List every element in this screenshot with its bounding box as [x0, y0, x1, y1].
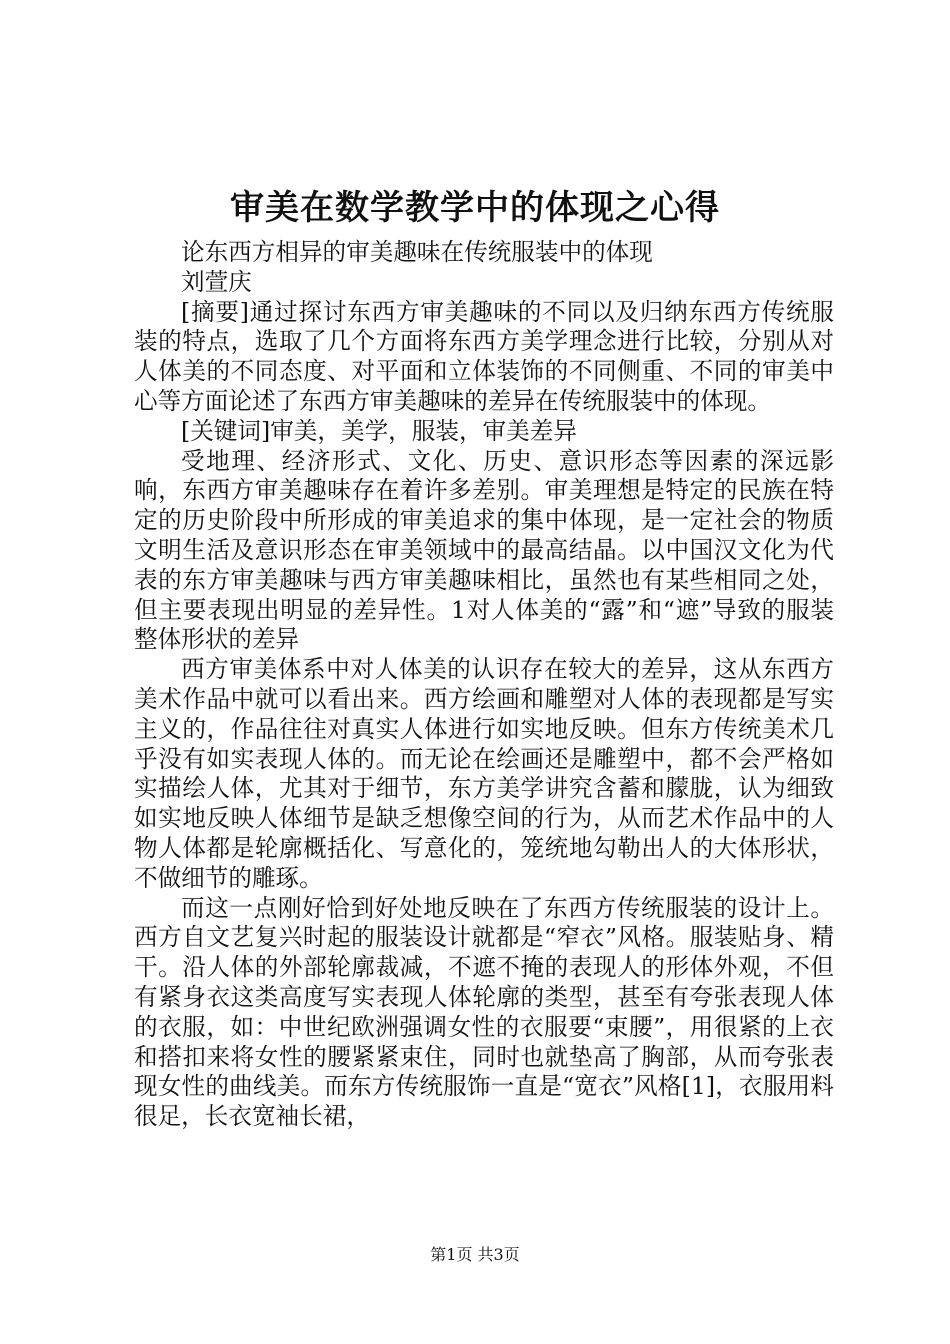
- body-paragraph: 受地理、经济形式、文化、历史、意识形态等因素的深远影响，东西方审美趣味存在着许多差别。审美理想是特定的民族在特定的历史阶段中所形成的审美追求的集中体现，是一定社会的物质文明生活及意识形态在审美领域中的最高结晶。以中国汉文化为代表的东方审美趣味与西方审美趣味相比，虽然也有某些相同之处，但主要表现出明显的差异性。1对人体美的“露”和“遮”导致的服装整体形状的差异: [134, 446, 834, 654]
- author-paragraph: 刘萱庆: [181, 267, 252, 296]
- page-footer: 第1页 共3页: [430, 1245, 520, 1264]
- body-paragraph: 西方审美体系中对人体美的认识存在较大的差异，这从东西方美术作品中就可以看出来。西方绘画和雕塑对人体的表现都是写实主义的，作品往往对真实人体进行如实地反映。但东方传统美术几乎没有如实表现人体的。而无论在绘画还是雕塑中，都不会严格如实描绘人体，尤其对于细节，东方美学讲究含蓄和朦胧，认为细致如实地反映人体细节是缺乏想像空间的行为，从而艺术作品中的人物人体都是轮廓概括化、写意化的，笼统地勾勒出人的大体形状，不做细节的雕琢。: [134, 655, 834, 892]
- keywords-paragraph: [关键词]审美，美学，服装，审美差异: [181, 416, 577, 445]
- abstract-paragraph: [摘要]通过探讨东西方审美趣味的不同以及归纳东西方传统服装的特点，选取了几个方面将东西方美学理念进行比较，分别从对人体美的不同态度、对平面和立体装饰的不同侧重、不同的审美中心等方面论述了东西方审美趣味的差异在传统服装中的体现。: [134, 297, 834, 415]
- document-title: 审美在数学教学中的体现之心得: [230, 188, 720, 228]
- document-body: [134, 238, 834, 1132]
- body-paragraph: 而这一点刚好恰到好处地反映在了东西方传统服装的设计上。西方自文艺复兴时起的服装设计就都是“窄衣”风格。服装贴身、精干。沿人体的外部轮廓裁减，不遮不掩的表现人的形体外观，不但有紧身衣这类高度写实表现人体轮廓的类型，甚至有夸张表现人体的衣服，如：中世纪欧洲强调女性的衣服要“束腰”，用很紧的上衣和搭扣来将女性的腰紧紧束住，同时也就垫高了胸部，从而夸张表现女性的曲线美。而东方传统服饰一直是“宽衣”风格[1]，衣服用料很足，长衣宽袖长裙，: [134, 893, 834, 1131]
- subtitle-paragraph: 论东西方相异的审美趣味在传统服装中的体现: [181, 238, 653, 266]
